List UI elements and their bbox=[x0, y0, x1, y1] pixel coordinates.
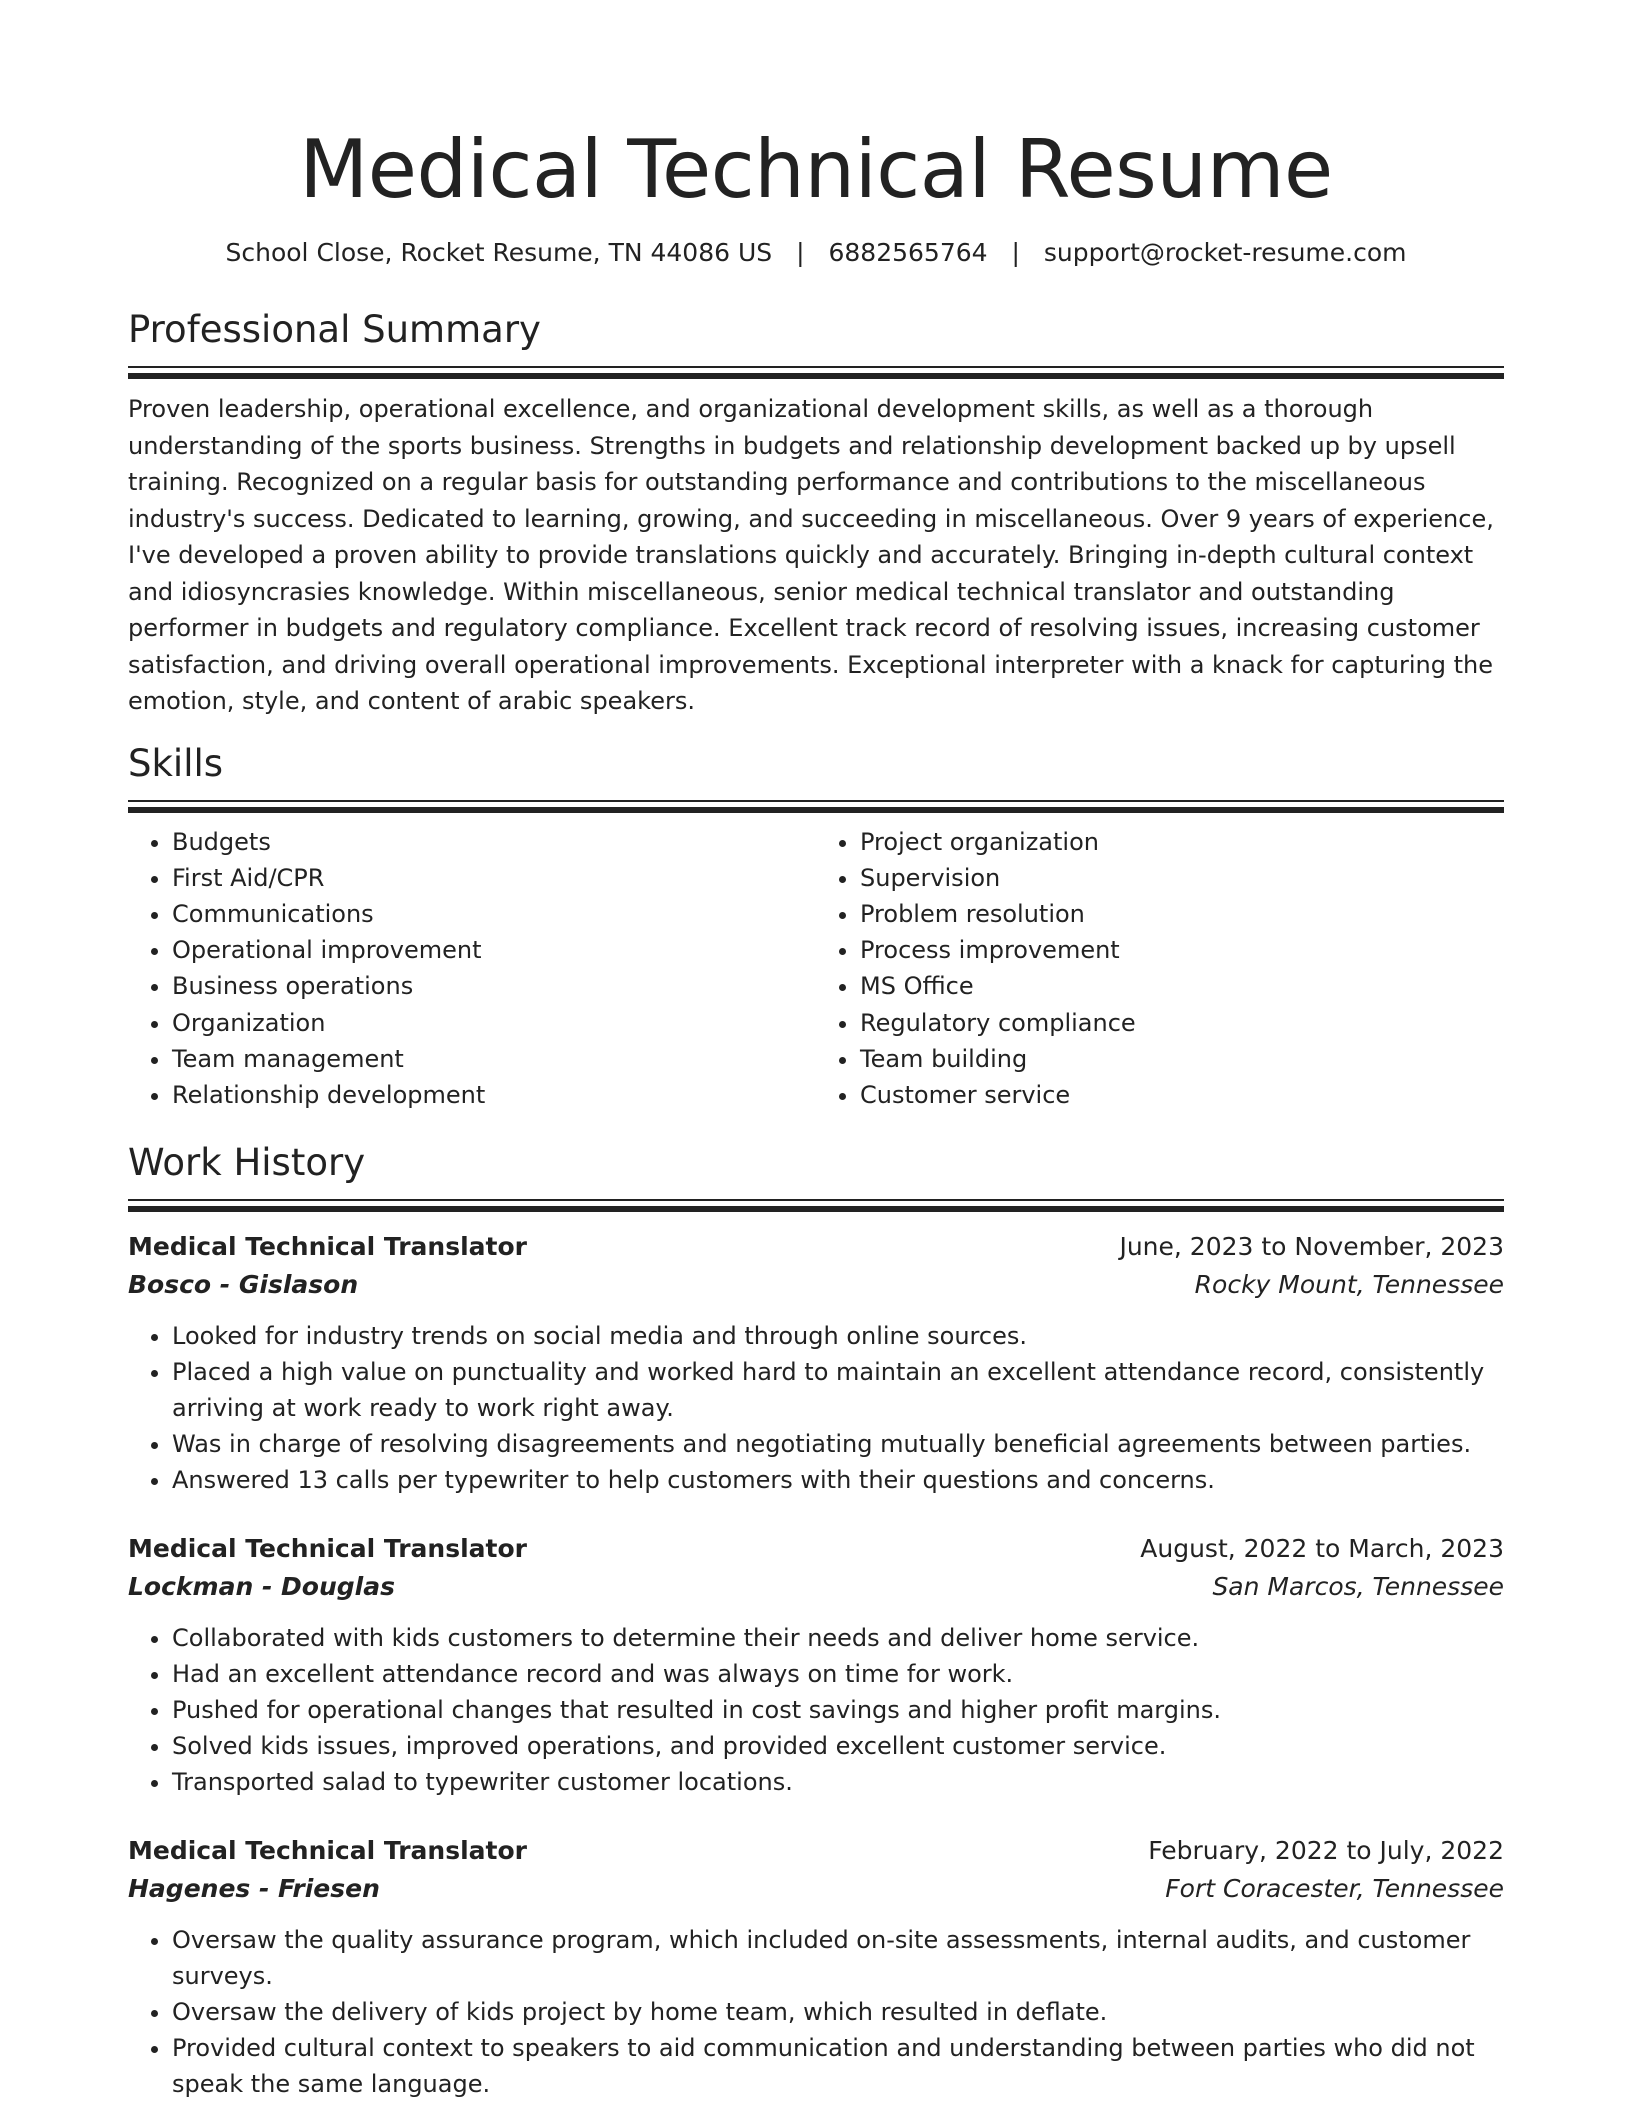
divider-thin-line bbox=[128, 1199, 1504, 1201]
skills-column-right bbox=[816, 824, 1504, 1114]
skill-item: • Process improvement bbox=[860, 932, 1504, 968]
job-dates: February, 2022 to July, 2022 bbox=[1148, 1836, 1504, 1866]
job-bullet: • Transported salad to typewriter customer locations. bbox=[172, 1764, 1504, 1800]
contact-email: support@rocket-resume.com bbox=[1043, 238, 1407, 267]
divider-thin-line bbox=[128, 366, 1504, 368]
divider-thick-line bbox=[128, 807, 1504, 813]
divider-thin-line bbox=[128, 800, 1504, 802]
summary-text: Proven leadership, operational excellence, and organizational development skills, as well as a thorough understanding of the sports business. Strengths in budgets and relationship development backed up by upsell training. Recognized on a regular basis for outstanding performance and contributions to the miscellaneous industry's success. Dedicated to learning, growing, and succeeding in miscellaneous. Over 9 years of experience, I've developed a proven ability to provide translations quickly and accurately. Bringing in-depth cultural context and idiosyncrasies knowledge. Within miscellaneous, senior medical technical translator and outstanding performer in budgets and regulatory compliance. Excellent track record of resolving issues, increasing customer satisfaction, and driving overall operational improvements. Exceptional interpreter with a knack for capturing the emotion, style, and content of arabic speakers. bbox=[128, 395, 1494, 715]
job-header-row bbox=[128, 1530, 1504, 1568]
section-divider bbox=[128, 366, 1504, 379]
contact-line bbox=[128, 236, 1504, 270]
job-company: Lockman - Douglas bbox=[128, 1572, 395, 1602]
job-bullet: • Solved kids issues, improved operations, and provided excellent customer service. bbox=[172, 1728, 1504, 1764]
job-bullets bbox=[128, 1922, 1504, 2102]
job-bullet: • Looked for industry trends on social media and through online sources. bbox=[172, 1318, 1504, 1354]
job-bullet: • Was in charge of resolving disagreements and negotiating mutually beneficial agreements between parties. bbox=[172, 1426, 1504, 1462]
job-entry bbox=[128, 1530, 1504, 1800]
summary-section bbox=[128, 306, 1504, 720]
skill-item: • Problem resolution bbox=[860, 896, 1504, 932]
job-title: Medical Technical Translator bbox=[128, 1836, 527, 1866]
skill-item: • Team management bbox=[172, 1041, 816, 1077]
summary-heading: Professional Summary bbox=[128, 308, 541, 351]
job-dates: August, 2022 to March, 2023 bbox=[1140, 1534, 1504, 1564]
job-bullet: • Placed a high value on punctuality and worked hard to maintain an excellent attendance record, consistently arriving at work ready to work right away. bbox=[172, 1354, 1504, 1426]
work-history-heading: Work History bbox=[128, 1141, 366, 1185]
job-location: Rocky Mount, Tennessee bbox=[1194, 1270, 1504, 1300]
section-divider bbox=[128, 1199, 1504, 1212]
skill-item: • MS Office bbox=[860, 968, 1504, 1004]
skill-item: • Customer service bbox=[860, 1077, 1504, 1113]
section-divider bbox=[128, 800, 1504, 813]
job-bullet: • Oversaw the delivery of kids project by home team, which resulted in deflate. bbox=[172, 1994, 1504, 2030]
skill-item: • Communications bbox=[172, 896, 816, 932]
job-bullet: • Collaborated with kids customers to determine their needs and deliver home service. bbox=[172, 1620, 1504, 1656]
job-bullet: • Had an excellent attendance record and was always on time for work. bbox=[172, 1656, 1504, 1692]
job-bullet: • Pushed for operational changes that resulted in cost savings and higher profit margins. bbox=[172, 1692, 1504, 1728]
skill-item: • Organization bbox=[172, 1005, 816, 1041]
contact-separator: | bbox=[1011, 238, 1020, 267]
job-company-row bbox=[128, 1266, 1504, 1304]
resume-title: Medical Technical Resume bbox=[299, 123, 1333, 216]
contact-address: School Close, Rocket Resume, TN 44086 US bbox=[225, 238, 773, 267]
contact-phone: 6882565764 bbox=[828, 238, 988, 267]
skill-item: • Relationship development bbox=[172, 1077, 816, 1113]
skill-item: • Business operations bbox=[172, 968, 816, 1004]
job-bullets bbox=[128, 1318, 1504, 1498]
job-bullet: • Provided cultural context to speakers to aid communication and understanding between parties who did not speak the same language. bbox=[172, 2030, 1504, 2102]
job-company-row bbox=[128, 1568, 1504, 1606]
job-header-row bbox=[128, 1228, 1504, 1266]
contact-separator: | bbox=[796, 238, 805, 267]
divider-thick-line bbox=[128, 1206, 1504, 1212]
job-title: Medical Technical Translator bbox=[128, 1232, 527, 1262]
skills-section bbox=[128, 740, 1504, 1114]
job-company-row bbox=[128, 1870, 1504, 1908]
skill-item: • Budgets bbox=[172, 824, 816, 860]
job-header-row bbox=[128, 1832, 1504, 1870]
job-company: Bosco - Gislason bbox=[128, 1270, 359, 1300]
divider-thick-line bbox=[128, 373, 1504, 379]
skill-item: • Project organization bbox=[860, 824, 1504, 860]
job-entry bbox=[128, 1832, 1504, 2102]
job-bullets bbox=[128, 1620, 1504, 1800]
job-location: San Marcos, Tennessee bbox=[1212, 1572, 1504, 1602]
job-title: Medical Technical Translator bbox=[128, 1534, 527, 1564]
skill-item: • Team building bbox=[860, 1041, 1504, 1077]
job-dates: June, 2023 to November, 2023 bbox=[1119, 1232, 1504, 1262]
skills-heading: Skills bbox=[128, 741, 224, 785]
skill-item: • Regulatory compliance bbox=[860, 1005, 1504, 1041]
job-bullet: • Answered 13 calls per typewriter to help customers with their questions and concerns. bbox=[172, 1462, 1504, 1498]
skill-item: • Supervision bbox=[860, 860, 1504, 896]
job-company: Hagenes - Friesen bbox=[128, 1874, 380, 1904]
job-entry bbox=[128, 1228, 1504, 1498]
skills-column-left bbox=[128, 824, 816, 1114]
skill-item: • Operational improvement bbox=[172, 932, 816, 968]
skills-grid bbox=[128, 824, 1504, 1114]
job-location: Fort Coracester, Tennessee bbox=[1165, 1874, 1504, 1904]
job-bullet: • Oversaw the quality assurance program, which included on-site assessments, internal audits, and customer surveys. bbox=[172, 1922, 1504, 1994]
work-history-section bbox=[128, 1139, 1504, 2102]
skill-item: • First Aid/CPR bbox=[172, 860, 816, 896]
